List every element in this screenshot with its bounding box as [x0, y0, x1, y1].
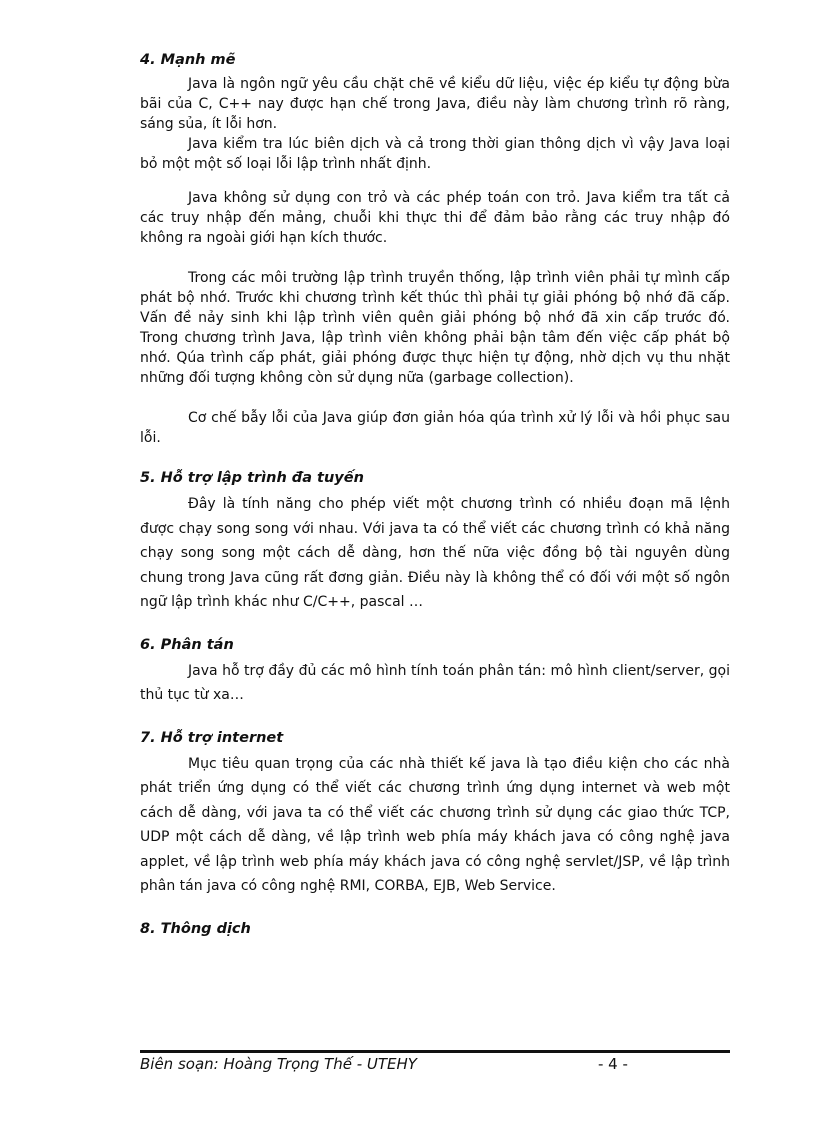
- section-heading-4: 4. Mạnh mẽ: [140, 52, 236, 68]
- section-heading-6: 6. Phân tán: [140, 636, 234, 653]
- footer-divider: [140, 1050, 730, 1053]
- footer-author: Biên soạn: Hoàng Trọng Thế - UTEHY: [140, 1055, 417, 1073]
- section-heading-5: 5. Hỗ trợ lập trình đa tuyến: [140, 470, 364, 486]
- paragraph: Java không sử dụng con trỏ và các phép toán con trỏ. Java kiểm tra tất cả các truy nhập đến mảng, chuỗi khi thực thi để đảm bảo rằng các truy nhập đó không ra ngoài giới hạn kích thước.: [140, 190, 730, 246]
- paragraph: Java hỗ trợ đầy đủ các mô hình tính toán phân tán: mô hình client/server, gọi thủ tục từ xa…: [140, 662, 730, 703]
- paragraph: Trong các môi trường lập trình truyền thống, lập trình viên phải tự mình cấp phát bộ nhớ. Trước khi chương trình kết thúc thì phải tự giải phóng bộ nhớ đã cấp. Vấn đề nảy sinh khi lập trình viên quên giải phóng bộ nhớ đã xin cấp trước đó. Trong chương trình Java, lập trình viên không phải bận tâm đến việc cấp phát bộ nhớ. Qúa trình cấp phát, giải phóng được thực hiện tự động, nhờ dịch vụ thu nhặt những đối tượng không còn sử dụng nữa (garbage collection).: [140, 270, 730, 386]
- paragraph: Cơ chế bẫy lỗi của Java giúp đơn giản hóa qúa trình xử lý lỗi và hồi phục sau lỗi.: [140, 410, 730, 446]
- document-body: [140, 50, 730, 943]
- page-footer: [140, 1055, 730, 1077]
- paragraph: Java kiểm tra lúc biên dịch và cả trong thời gian thông dịch vì vậy Java loại bỏ một một số loại lỗi lập trình nhất định.: [140, 136, 730, 172]
- paragraph: Java là ngôn ngữ yêu cầu chặt chẽ về kiểu dữ liệu, việc ép kiểu tự động bừa bãi của C, C++ nay được hạn chế trong Java, điều này làm chương trình rõ ràng, sáng sủa, ít lỗi hơn.: [140, 76, 730, 132]
- section-heading-8: 8. Thông dịch: [140, 920, 251, 937]
- section-heading-7: 7. Hỗ trợ internet: [140, 729, 284, 746]
- paragraph: Đây là tính năng cho phép viết một chương trình có nhiều đoạn mã lệnh được chạy song song với nhau. Với java ta có thể viết các chương trình có khả năng chạy song song một cách dễ dàng, hơn thế nữa việc đồng bộ tài nguyên dùng chung trong Java cũng rất đơng giản. Điều này là không thể có đối với một số ngôn ngữ lập trình khác như C/C++, pascal …: [140, 496, 730, 610]
- paragraph: Mục tiêu quan trọng của các nhà thiết kế java là tạo điều kiện cho các nhà phát triển ứng dụng có thể viết các chương trình ứng dụng internet và web một cách dễ dàng, với java ta có thể viết các chương trình sử dụng các giao thức TCP, UDP một cách dễ dàng, về lập trình web phía máy khách java có công nghệ java applet, về lập trình web phía máy khách java có công nghệ servlet/JSP, về lập trình phân tán java có công nghệ RMI, CORBA, EJB, Web Service.: [140, 755, 730, 894]
- page-number: - 4 -: [598, 1055, 628, 1073]
